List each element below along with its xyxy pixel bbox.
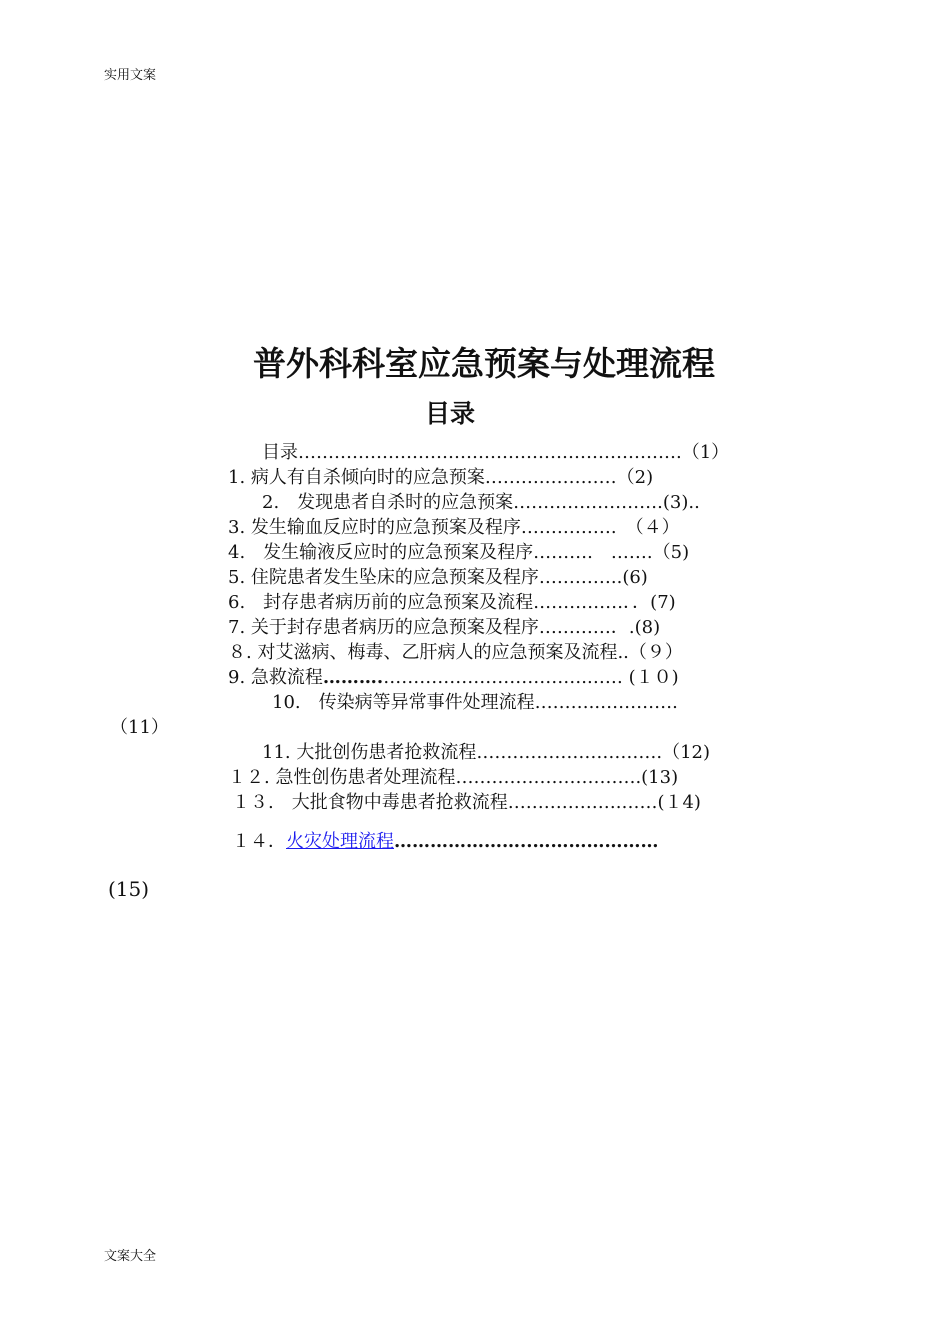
toc-entry-1[interactable]: 1. 病人有自杀倾向时的应急预案……….…………（2) — [228, 467, 654, 488]
toc-entry-3[interactable]: 3. 发生输血反应时的应急预案及程序……………. （４） — [228, 517, 680, 538]
toc-link-fire-procedure[interactable]: 火灾处理流程 — [286, 831, 394, 852]
toc-entry-9-leader-bold: ………. — [322, 667, 384, 688]
toc-entry-12[interactable]: １２. 急性创伤患者处理流程………………………….(13) — [228, 767, 679, 788]
toc-entry-9[interactable] — [228, 666, 679, 690]
toc-heading: 目录 — [424, 399, 475, 428]
toc-entry-2[interactable]: 2. 发现患者自杀时的应急预案…………………….(3).. — [262, 492, 700, 513]
toc-entry-14-number: １４． — [232, 831, 286, 852]
page-footer: 文案大全 — [104, 1249, 157, 1264]
toc-entry-5[interactable]: 5. 住院患者发生坠床的应急预案及程序…………..(6) — [228, 567, 648, 588]
toc-entry-14-leader: …………………..………………… — [394, 831, 659, 852]
toc-entry-8[interactable]: ８. 对艾滋病、梅毒、乙肝病人的应急预案及流程..（９） — [228, 642, 683, 663]
toc-entry-contents[interactable]: 目录……………………………………………………….（1） — [262, 442, 730, 463]
toc-entry-14[interactable] — [232, 830, 659, 854]
toc-entry-14-page: (15) — [108, 877, 150, 901]
toc-entry-11[interactable]: 11. 大批创伤患者抢救流程………………………….（12) — [262, 742, 710, 763]
toc-entry-10-page: （11） — [110, 717, 169, 738]
toc-entry-4[interactable]: 4. 发生输液反应时的应急预案及程序………. …….（5) — [228, 542, 690, 563]
toc-entry-9-label: 9. 急救流程 — [228, 667, 323, 688]
page-header: 实用文案 — [104, 68, 157, 83]
toc-entry-6[interactable]: 6. 封存患者病历前的应急预案及流程……………．．(7) — [228, 592, 676, 613]
document-title: 普外科科室应急预案与处理流程 — [253, 344, 715, 383]
toc-entry-10[interactable]: 10. 传染病等异常事件处理流程………..…………. — [272, 692, 678, 713]
toc-entry-7[interactable]: 7. 关于封存患者病历的应急预案及程序…………．.(8) — [228, 617, 661, 638]
toc-entry-13[interactable]: １３. 大批食物中毒患者抢救流程……………….……(１4) — [232, 792, 701, 813]
toc-entry-9-leader: …………………………….…… (１０) — [383, 667, 679, 688]
